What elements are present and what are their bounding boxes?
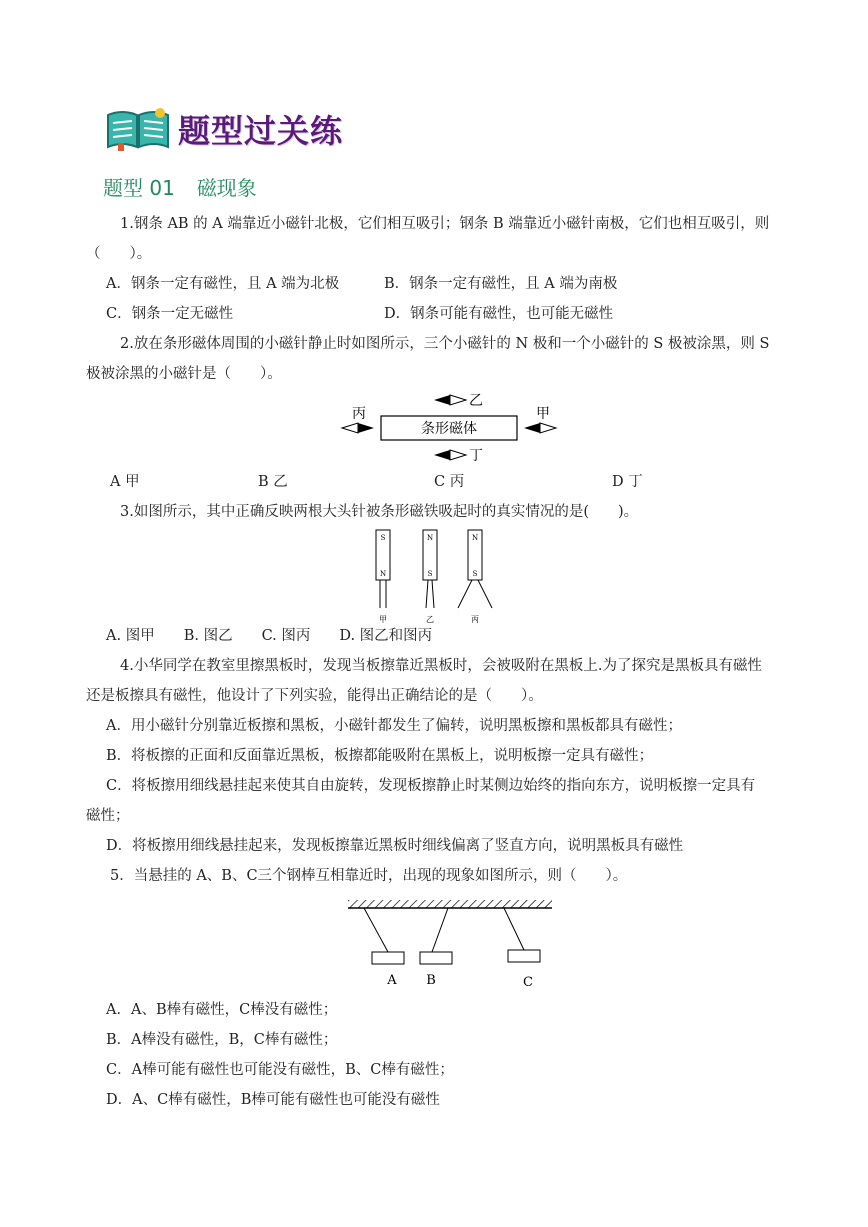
q4-option-d: D．将板擦用细线悬挂起来，发现板擦靠近黑板时细线偏离了竖直方向，说明黑板具有磁性 (106, 838, 684, 854)
q1-option-a: A．钢条一定有磁性，且 A 端为北极 (106, 276, 340, 292)
q5-option-a: A．A、B棒有磁性，C棒没有磁性； (106, 1002, 338, 1018)
rod-c (508, 950, 540, 962)
q4-option-a: A．用小磁针分别靠近板擦和黑板，小磁针都发生了偏转，说明黑板擦和黑板都具有磁性； (106, 718, 682, 734)
q5-stem: 5．当悬挂的 A、B、C三个钢棒互相靠近时，出现的现象如图所示，则（ ）。 (110, 868, 628, 884)
label-jia: 甲 (379, 615, 387, 624)
q1-option-c: C．钢条一定无磁性 (106, 306, 234, 322)
q4-option-c-line1: C．将板擦用细线悬挂起来使其自由旋转，发现板擦静止时某侧边始终的指向东方，说明板擦一定具有 (106, 778, 756, 794)
rod-a (372, 952, 404, 964)
ceiling (348, 900, 552, 908)
jia-pole-top: S (380, 534, 386, 542)
q4-stem-line1: 4.小华同学在教室里擦黑板时，发现当板擦靠近黑板时，会被吸附在黑板上.为了探究是黑板具有磁性 (120, 658, 762, 674)
label-b: B (426, 973, 436, 988)
q2-option-d: D 丁 (612, 474, 643, 490)
figure-jia (376, 530, 390, 624)
q3-stem: 3.如图所示，其中正确反映两根大头针被条形磁铁吸起时的真实情况的是( )。 (120, 504, 639, 520)
q2-option-b: B 乙 (258, 474, 288, 490)
needle-bing (342, 423, 374, 433)
q4-stem-line2: 还是板擦具有磁性，他设计了下列实验，能得出正确结论的是（ ）。 (86, 688, 543, 704)
q1-stem-line1: 1.钢条 AB 的 A 端靠近小磁针北极，它们相互吸引；钢条 B 端靠近小磁针南极，它们也相互吸引，则 (120, 216, 770, 232)
q1-option-b: B．钢条一定有磁性，且 A 端为南极 (384, 276, 618, 292)
bing-pole-top: N (471, 534, 479, 542)
figure-yi (423, 530, 437, 624)
q2-magnet-figure (336, 388, 566, 468)
banner-title: 题型过关练 (178, 112, 344, 150)
q2-stem-line1: 2.放在条形磁体周围的小磁针静止时如图所示，三个小磁针的 N 极和一个小磁针的 S 极被涂黑，则 S (120, 336, 770, 352)
rod-b (420, 952, 452, 964)
q5-option-d: D．A、C棒有磁性，B棒可能有磁性也可能没有磁性 (106, 1092, 440, 1108)
q2-option-a: A 甲 (110, 474, 140, 490)
needle-ding (434, 450, 466, 460)
jia-pole-bottom: N (379, 570, 387, 578)
yi-pole-top: N (426, 534, 434, 542)
section-banner (104, 104, 343, 154)
q5-option-c: C．A棒可能有磁性也可能没有磁性，B、C棒有磁性； (106, 1062, 454, 1078)
q5-rods-figure (344, 896, 556, 992)
label-a: A (387, 973, 397, 988)
label-ding: 丁 (469, 448, 483, 464)
q3-options: A. 图甲 B. 图乙 C. 图丙 D. 图乙和图丙 (106, 628, 433, 644)
section-heading (103, 172, 257, 201)
q3-pins-figure (356, 528, 506, 628)
figure-bing (458, 530, 492, 624)
q1-option-d: D．钢条可能有磁性，也可能无磁性 (384, 306, 614, 322)
yi-pole-bottom: S (427, 570, 433, 578)
needle-jia (524, 423, 556, 433)
q2-option-c: C 丙 (434, 474, 465, 490)
q1-stem-line2: （ ）。 (86, 246, 152, 262)
q4-option-b: B．将板擦的正面和反面靠近黑板，板擦都能吸附在黑板上，说明板擦一定具有磁性； (106, 748, 654, 764)
bing-pole-bottom: S (472, 570, 478, 578)
section-number: 题型 01 (103, 176, 175, 200)
q4-option-c-line2: 磁性； (86, 808, 130, 824)
label-yi: 乙 (426, 615, 434, 624)
bar-magnet-label: 条形磁体 (421, 421, 477, 437)
section-name: 磁现象 (196, 176, 257, 200)
label-c: C (523, 975, 533, 990)
label-bing: 丙 (352, 406, 366, 422)
label-bing: 丙 (471, 615, 479, 624)
q2-stem-line2: 极被涂黑的小磁针是（ ）。 (86, 366, 282, 382)
label-jia: 甲 (536, 406, 550, 422)
q5-option-b: B．A棒没有磁性，B，C棒有磁性； (106, 1032, 338, 1048)
needle-yi (434, 395, 466, 405)
book-icon (104, 105, 172, 153)
label-yi: 乙 (469, 393, 483, 409)
